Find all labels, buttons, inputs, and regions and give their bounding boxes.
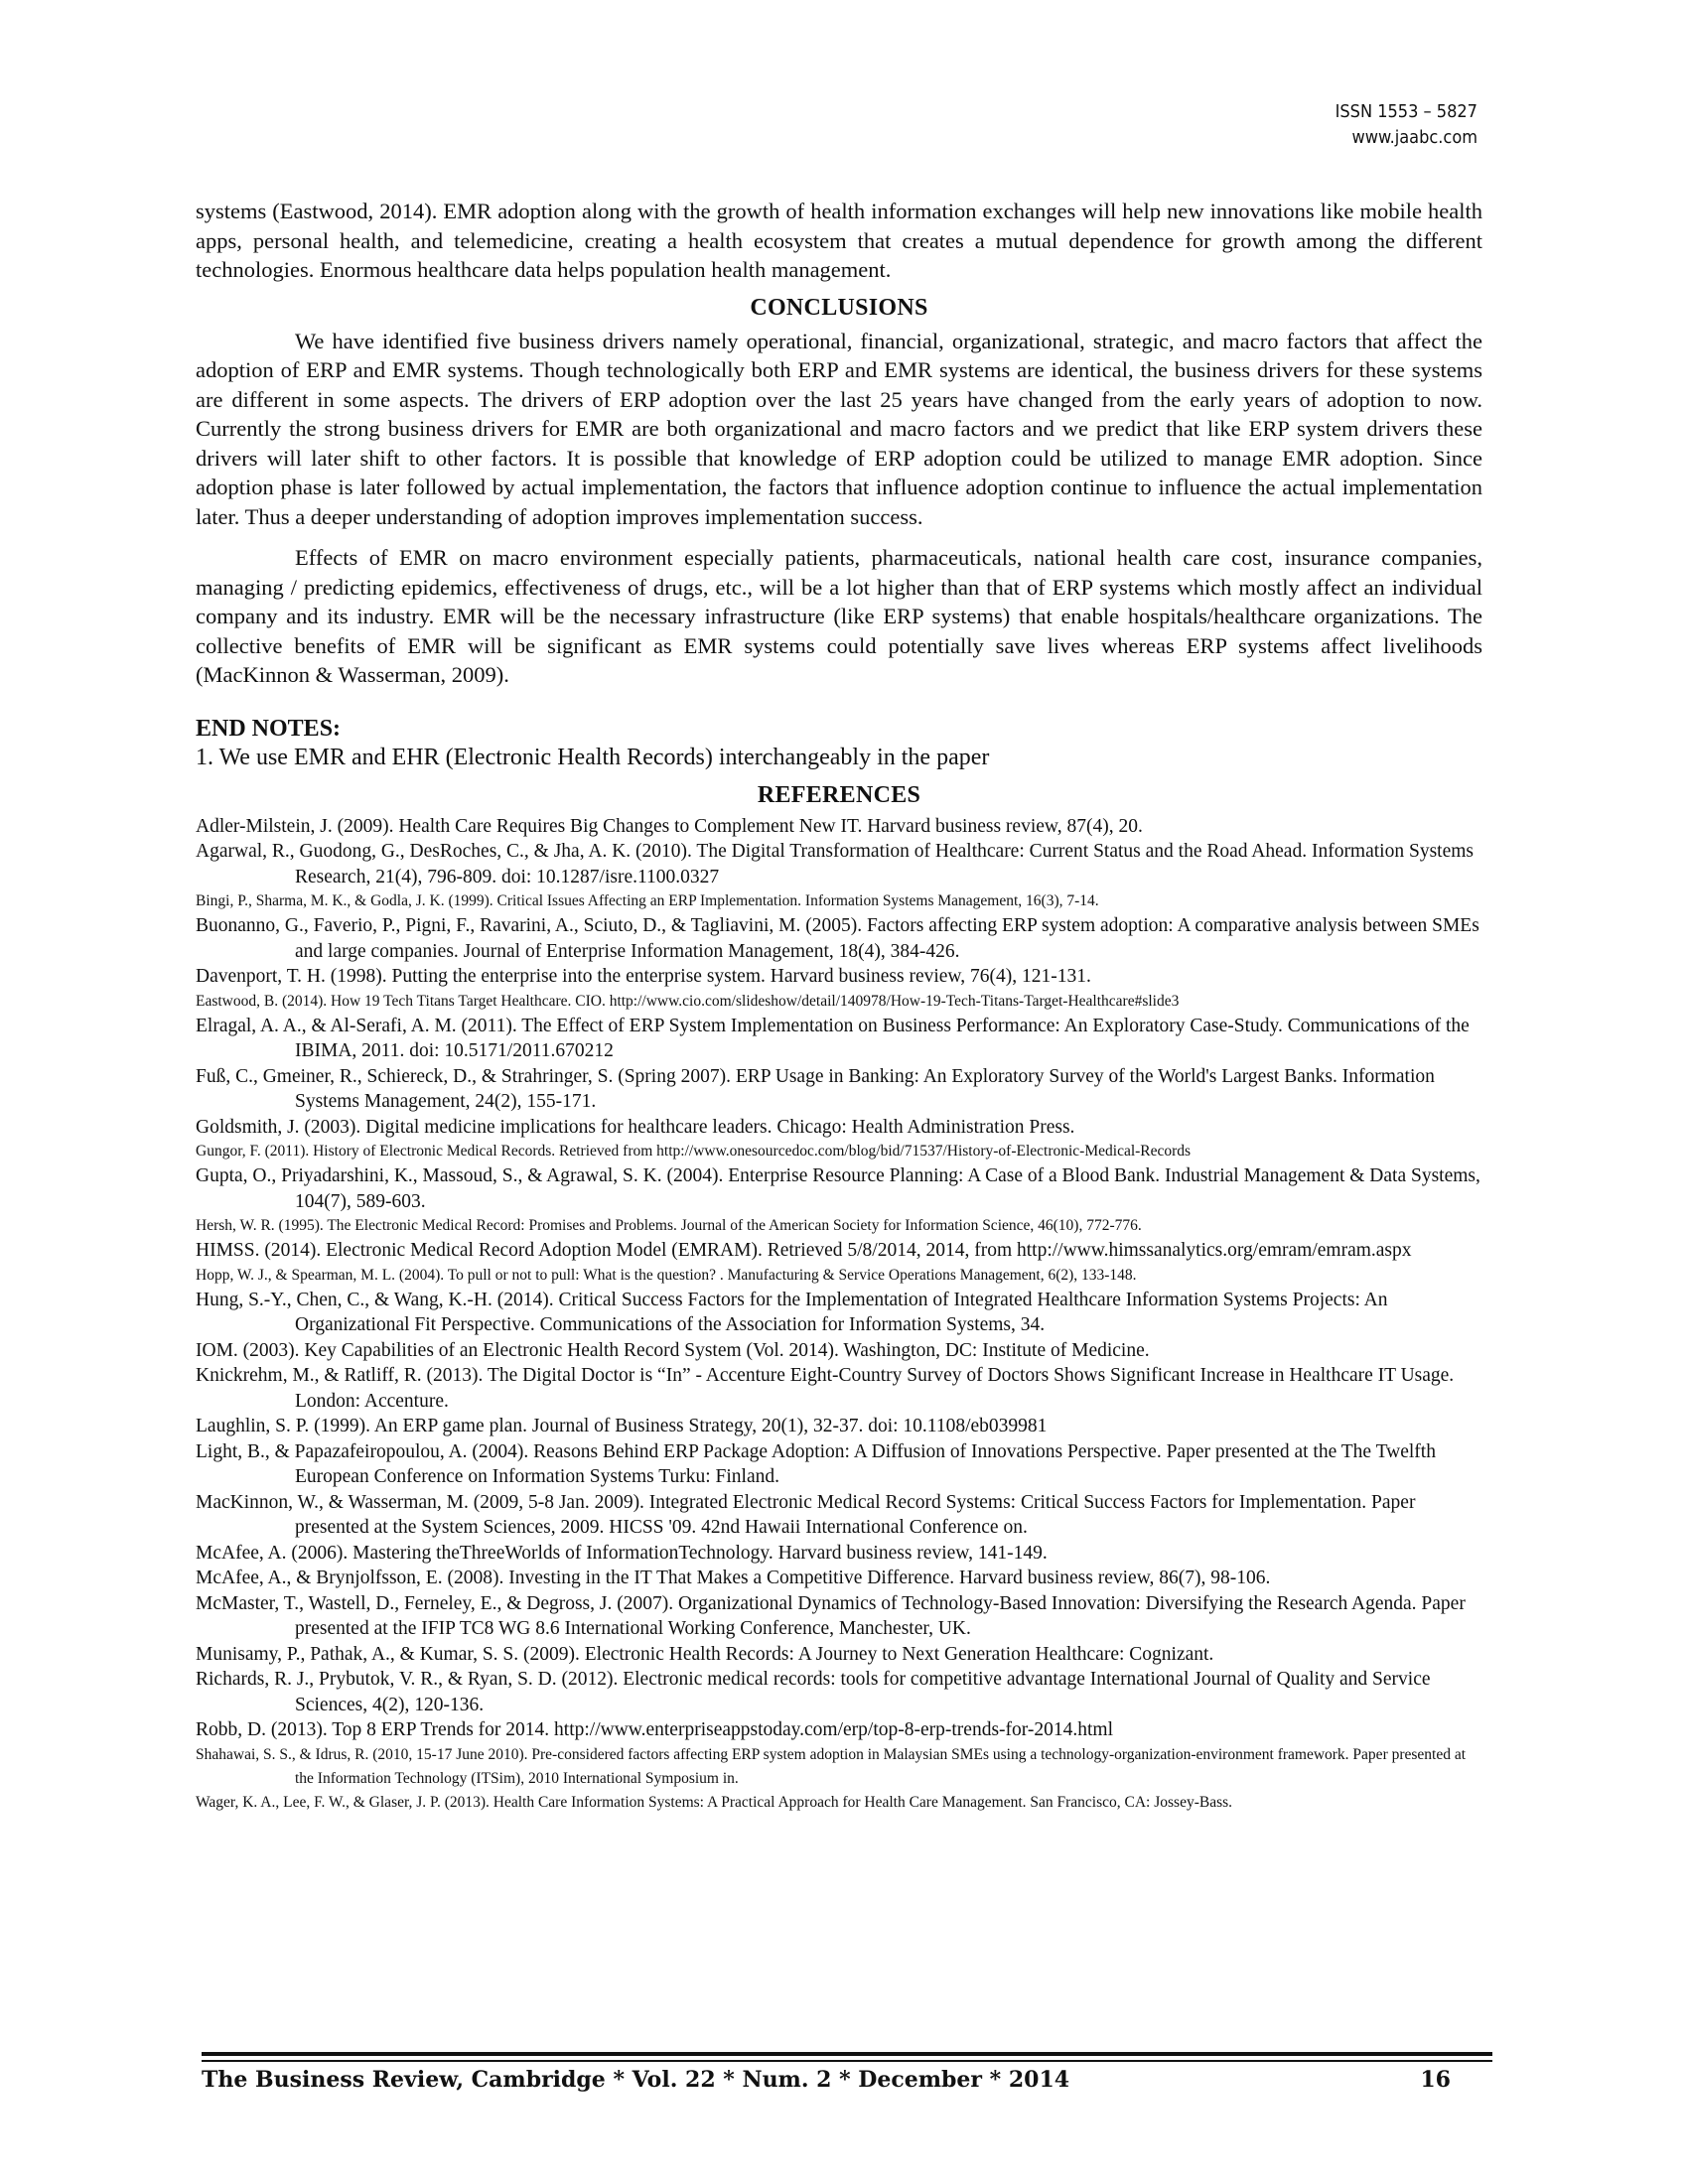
reference-item: Laughlin, S. P. (1999). An ERP game plan. Journal of Business Strategy, 20(1), 32-37. doi: 10.1108/eb039981 — [196, 1416, 1048, 1436]
reference-item: Shahawai, S. S., & Idrus, R. (2010, 15-17 June 2010). Pre-considered factors affecting ERP system adoption in Malaysian SMEs using a technology-organization-environment framework. Paper presented at the Information Technology (ITSim), 2010 International Symposium in. — [196, 1745, 1467, 1787]
issn-number: ISSN 1553 – 5827 — [1335, 101, 1477, 122]
reference-item: Wager, K. A., Lee, F. W., & Glaser, J. P. (2013). Health Care Information Systems: A Practical Approach for Health Care Management. San Francisco, CA: Jossey-Bass. — [196, 1793, 1233, 1811]
reference-item: McMaster, T., Wastell, D., Ferneley, E., & Degross, J. (2007). Organizational Dynamics of Technology-Based Innovation: Diversifying the Research Agenda. Paper presented at the IFIP TC8 WG 8.6 International Working Conference, Manchester, UK. — [196, 1592, 1466, 1639]
reference-item: Davenport, T. H. (1998). Putting the enterprise into the enterprise system. Harvard business review, 76(4), 121-131. — [196, 966, 1091, 987]
reference-item: Goldsmith, J. (2003). Digital medicine implications for healthcare leaders. Chicago: Health Administration Press. — [196, 1116, 1075, 1138]
endnote-1: 1. We use EMR and EHR (Electronic Health Records) interchangeably in the paper — [196, 744, 990, 770]
main-content — [196, 197, 1482, 1815]
reference-item: Knickrehm, M., & Ratliff, R. (2013). The Digital Doctor is “In” - Accenture Eight-Country Survey of Doctors Shows Significant Increase in Healthcare IT Usage. London: Accenture. — [196, 1365, 1455, 1412]
reference-item: Munisamy, P., Pathak, A., & Kumar, S. S. (2009). Electronic Health Records: A Journey to Next Generation Healthcare: Cognizant. — [196, 1643, 1214, 1665]
footer-rule-thick — [202, 2052, 1492, 2056]
endnotes-heading: END NOTES: — [196, 715, 342, 742]
reference-item: Light, B., & Papazafeiropoulou, A. (2004). Reasons Behind ERP Package Adoption: A Diffusion of Innovations Perspective. Paper presented at the The Twelfth European Conference on Information Systems Turku: Finland. — [196, 1440, 1436, 1487]
reference-item: Fuß, C., Gmeiner, R., Schiereck, D., & Strahringer, S. (Spring 2007). ERP Usage in Banking: An Exploratory Survey of the World's Largest Banks. Information Systems Management, 24(2), 155-171. — [196, 1065, 1435, 1112]
reference-item: Hersh, W. R. (1995). The Electronic Medical Record: Promises and Problems. Journal of the American Society for Information Science, 46(10), 772-776. — [196, 1217, 1142, 1234]
reference-item: Buonanno, G., Faverio, P., Pigni, F., Ravarini, A., Sciuto, D., & Tagliavini, M. (2005). Factors affecting ERP system adoption: A comparative analysis between SMEs and large companies. Journal of Enterprise Information Management, 18(4), 384-426. — [196, 915, 1479, 962]
reference-item: Adler-Milstein, J. (2009). Health Care Requires Big Changes to Complement New IT. Harvard business review, 87(4), 20. — [196, 815, 1143, 837]
reference-item: HIMSS. (2014). Electronic Medical Record Adoption Model (EMRAM). Retrieved 5/8/2014, 2014, from http://www.himssanalytics.org/emram/emram.aspx — [196, 1240, 1412, 1261]
references-heading: REFERENCES — [757, 781, 921, 808]
footer-journal: The Business Review, Cambridge * Vol. 22 * Num. 2 * December * 2014 — [202, 2067, 1070, 2093]
reference-item: Robb, D. (2013). Top 8 ERP Trends for 2014. http://www.enterpriseappstoday.com/erp/top-8-erp-trends-for-2014.html — [196, 1719, 1114, 1740]
page-footer — [202, 2067, 1451, 2103]
page-number: 16 — [1420, 2067, 1451, 2093]
conclusions-paragraph-2: Effects of EMR on macro environment especially patients, pharmaceuticals, national health care cost, insurance companies, managing / predicting epidemics, effectiveness of drugs, etc., will be a lot higher than that of ERP systems which mostly affect an individual company and its industry. EMR will be the necessary infrastructure (like ERP systems) that enable hospitals/healthcare organizations. The collective benefits of EMR will be significant as EMR systems could potentially save lives whereas ERP systems affect livelihoods (MacKinnon & Wasserman, 2009). — [196, 545, 1482, 687]
reference-item: Gupta, O., Priyadarshini, K., Massoud, S., & Agrawal, S. K. (2004). Enterprise Resource Planning: A Case of a Blood Bank. Industrial Management & Data Systems, 104(7), 589-603. — [196, 1165, 1480, 1212]
footer-rule-thin — [202, 2060, 1492, 2062]
reference-item: MacKinnon, W., & Wasserman, M. (2009, 5-8 Jan. 2009). Integrated Electronic Medical Record Systems: Critical Success Factors for Implementation. Paper presented at the System Sciences, 2009. HICSS '09. 42nd Hawaii International Conference on. — [196, 1491, 1416, 1538]
reference-item: IOM. (2003). Key Capabilities of an Electronic Health Record System (Vol. 2014). Washington, DC: Institute of Medicine. — [196, 1339, 1150, 1361]
journal-website: www.jaabc.com — [1351, 127, 1477, 148]
issn-block — [1336, 99, 1477, 151]
reference-item: Agarwal, R., Guodong, G., DesRoches, C., & Jha, A. K. (2010). The Digital Transformation of Healthcare: Current Status and the Road Ahead. Information Systems Research, 21(4), 796-809. doi: 10.1287/isre.1100.0327 — [196, 841, 1474, 887]
reference-item: Hung, S.-Y., Chen, C., & Wang, K.-H. (2014). Critical Success Factors for the Implementation of Integrated Healthcare Information Systems Projects: An Organizational Fit Perspective. Communications of the Association for Information Systems, 34. — [196, 1289, 1388, 1335]
reference-item: Bingi, P., Sharma, M. K., & Godla, J. K. (1999). Critical Issues Affecting an ERP Implementation. Information Systems Management, 16(3), 7-14. — [196, 892, 1099, 909]
conclusions-heading: CONCLUSIONS — [750, 294, 928, 321]
intro-paragraph: systems (Eastwood, 2014). EMR adoption along with the growth of health information exchanges will help new innovations like mobile health apps, personal health, and telemedicine, creating a health ecosystem that creates a mutual dependence for growth among the different technologies. Enormous healthcare data helps population health management. — [196, 199, 1482, 282]
reference-item: Richards, R. J., Prybutok, V. R., & Ryan, S. D. (2012). Electronic medical records: tools for competitive advantage International Journal of Quality and Service Sciences, 4(2), 120-136. — [196, 1669, 1431, 1715]
reference-item: Gungor, F. (2011). History of Electronic Medical Records. Retrieved from http://www.onesourcedoc.com/blog/bid/71537/History-of-Electronic-Medical-Records — [196, 1143, 1192, 1160]
references-list — [196, 814, 1482, 1815]
reference-item: Elragal, A. A., & Al-Serafi, A. M. (2011). The Effect of ERP System Implementation on Business Performance: An Exploratory Case-Study. Communications of the IBIMA, 2011. doi: 10.5171/2011.670212 — [196, 1015, 1470, 1061]
conclusions-paragraph-1: We have identified five business drivers namely operational, financial, organizational, strategic, and macro factors that affect the adoption of ERP and EMR systems. Though technologically both ERP and EMR systems are identical, the business drivers for these systems are different in some aspects. The drivers of ERP adoption over the last 25 years have changed from the early years of adoption to now. Currently the strong business drivers for EMR are both organizational and macro factors and we predict that like ERP system drivers these drivers will later shift to other factors. It is possible that knowledge of ERP adoption could be utilized to manage EMR adoption. Since adoption phase is later followed by actual implementation, the factors that influence adoption continue to influence the actual implementation later. Thus a deeper understanding of adoption improves implementation success. — [196, 328, 1482, 529]
reference-item: Eastwood, B. (2014). How 19 Tech Titans Target Healthcare. CIO. http://www.cio.com/slideshow/detail/140978/How-19-Tech-Titans-Target-Healthcare#slide3 — [196, 992, 1180, 1010]
reference-item: McAfee, A., & Brynjolfsson, E. (2008). Investing in the IT That Makes a Competitive Difference. Harvard business review, 86(7), 98-106. — [196, 1568, 1271, 1588]
reference-item: McAfee, A. (2006). Mastering theThreeWorlds of InformationTechnology. Harvard business review, 141-149. — [196, 1542, 1048, 1564]
reference-item: Hopp, W. J., & Spearman, M. L. (2004). To pull or not to pull: What is the question? . Manufacturing & Service Operations Management, 6(2), 133-148. — [196, 1266, 1137, 1284]
